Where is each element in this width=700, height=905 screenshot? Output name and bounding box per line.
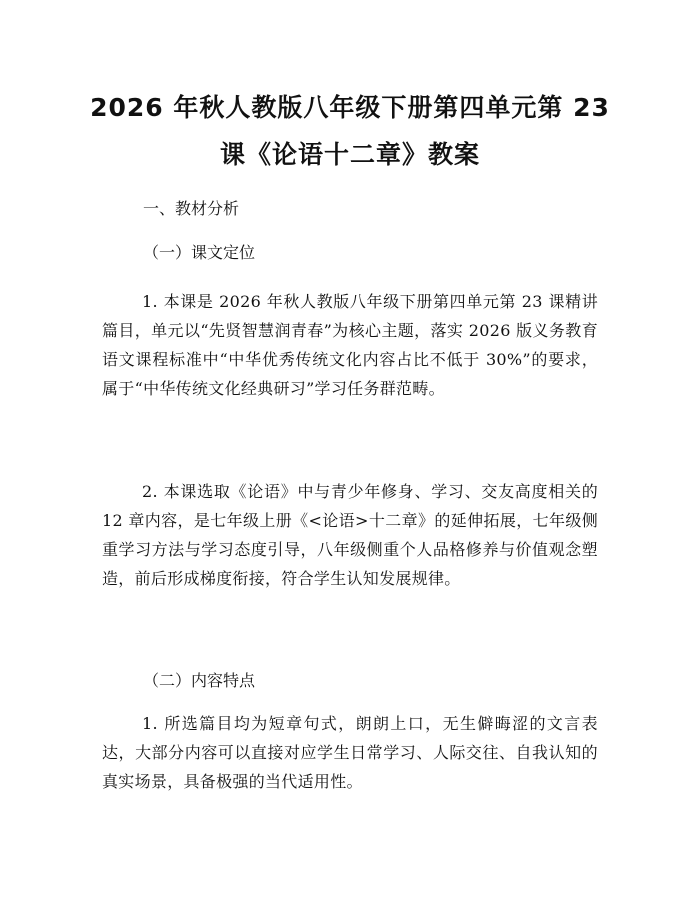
subsection-heading-content-features: （二）内容特点 xyxy=(143,671,256,690)
paragraph-features-1: 1. 所选篇目均为短章句式，朗朗上口，无生僻晦涩的文言表达，大部分内容可以直接对应学生日常学习、人际交往、自我认知的真实场景，具备极强的当代适用性。 xyxy=(102,714,598,791)
document-title-line-2: 课《论语十二章》教案 xyxy=(219,140,480,169)
paragraph-positioning-2: 2. 本课选取《论语》中与青少年修身、学习、交友高度相关的 12 章内容，是七年级上册《<论语>十二章》的延伸拓展，七年级侧重学习方法与学习态度引导，八年级侧重个人品格修养与价值观念塑造，前后形成梯度衔接，符合学生认知发展规律。 xyxy=(102,482,598,588)
paragraph-positioning-1: 1. 本课是 2026 年秋人教版八年级下册第四单元第 23 课精讲篇目，单元以“先贤智慧润青春”为核心主题，落实 2026 版义务教育语文课程标准中“中华优秀传统文化内容占比不低于 30%”的要求，属于“中华传统文化经典研习”学习任务群范畴。 xyxy=(102,292,598,398)
document-title-line-1: 2026 年秋人教版八年级下册第四单元第 23 xyxy=(90,93,610,122)
section-heading-textbook-analysis: 一、教材分析 xyxy=(143,199,240,218)
subsection-heading-lesson-positioning: （一）课文定位 xyxy=(143,243,256,262)
